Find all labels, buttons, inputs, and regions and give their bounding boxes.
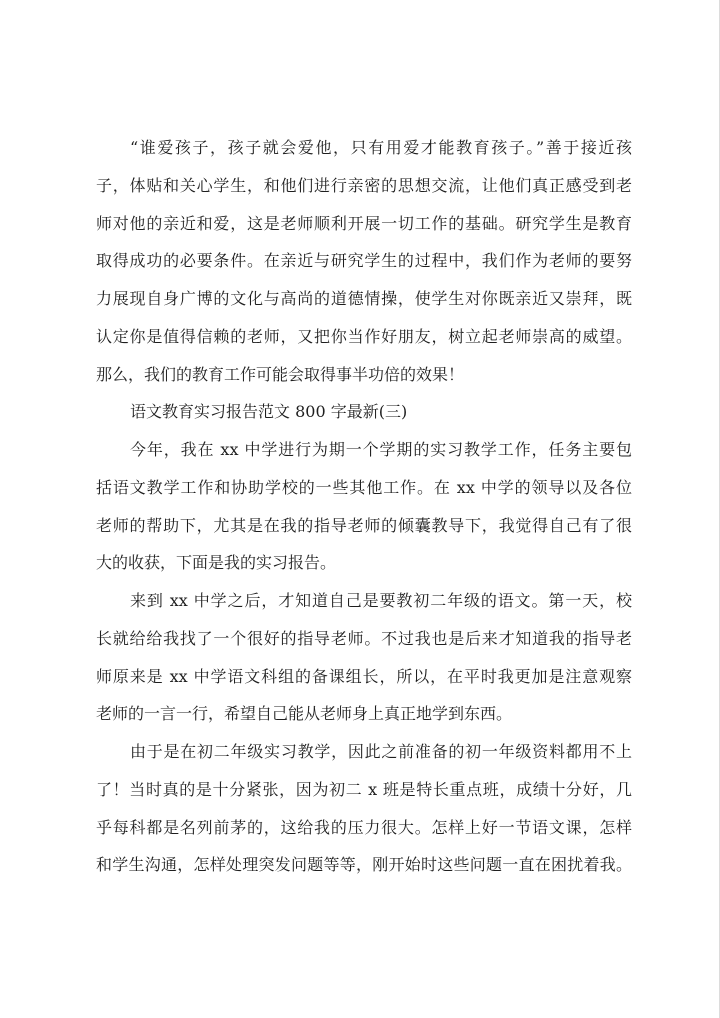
paragraph-line: 括语文教学工作和协助学校的一些其他工作。在 xx 中学的领导以及各位 xyxy=(96,477,632,497)
document-body xyxy=(96,129,632,884)
paragraph-line: 师对他的亲近和爱，这是老师顺利开展一切工作的基础。研究学生是教育 xyxy=(96,213,632,233)
section-heading: 语文教育实习报告范文 800 字最新(三) xyxy=(130,402,408,422)
paragraph xyxy=(96,431,632,582)
paragraph-line: 师原来是 xx 中学语文科组的备课组长，所以，在平时我更加是注意观察 xyxy=(96,666,632,686)
paragraph-line: 老师的帮助下，尤其是在我的指导老师的倾囊教导下，我觉得自己有了很 xyxy=(96,515,632,535)
paragraph-line: 认定你是值得信赖的老师，又把你当作好朋友，树立起老师崇高的威望。 xyxy=(96,326,632,346)
paragraph-line: 大的收获，下面是我的实习报告。 xyxy=(96,553,337,573)
paragraph xyxy=(96,582,632,733)
paragraph xyxy=(96,733,632,884)
paragraph-line: 力展现自身广博的文化与高尚的道德情操，使学生对你既亲近又崇拜，既 xyxy=(96,289,632,308)
paragraph-line: 由于是在初二年级实习教学，因此之前准备的初一年级资料都用不上 xyxy=(130,742,632,761)
paragraph-line: “谁爱孩子，孩子就会爱他，只有用爱才能教育孩子。”善于接近孩 xyxy=(130,138,632,157)
paragraph-line: 今年，我在 xx 中学进行为期一个学期的实习教学工作，任务主要包 xyxy=(130,440,632,459)
paragraph-line: 长就给给我找了一个很好的指导老师。不过我也是后来才知道我的指导老 xyxy=(96,628,632,648)
paragraph xyxy=(96,129,632,393)
paragraph-line: 来到 xx 中学之后，才知道自己是要教初二年级的语文。第一天，校 xyxy=(130,591,632,610)
paragraph-line: 取得成功的必要条件。在亲近与研究学生的过程中，我们作为老师的要努 xyxy=(96,251,632,271)
paragraph-line: 和学生沟通，怎样处理突发问题等等，刚开始时这些问题一直在困扰着我。 xyxy=(96,855,632,875)
paragraph-line: 那么，我们的教育工作可能会取得事半功倍的效果！ xyxy=(96,364,465,384)
paragraph-line: 乎每科都是名列前茅的，这给我的压力很大。怎样上好一节语文课，怎样 xyxy=(96,817,632,837)
paragraph-line: 老师的一言一行，希望自己能从老师身上真正地学到东西。 xyxy=(96,704,513,724)
paragraph-line: 子，体贴和关心学生，和他们进行亲密的思想交流，让他们真正感受到老 xyxy=(96,175,632,195)
paragraph-line: 了！当时真的是十分紧张，因为初二 x 班是特长重点班，成绩十分好，几 xyxy=(96,779,632,799)
